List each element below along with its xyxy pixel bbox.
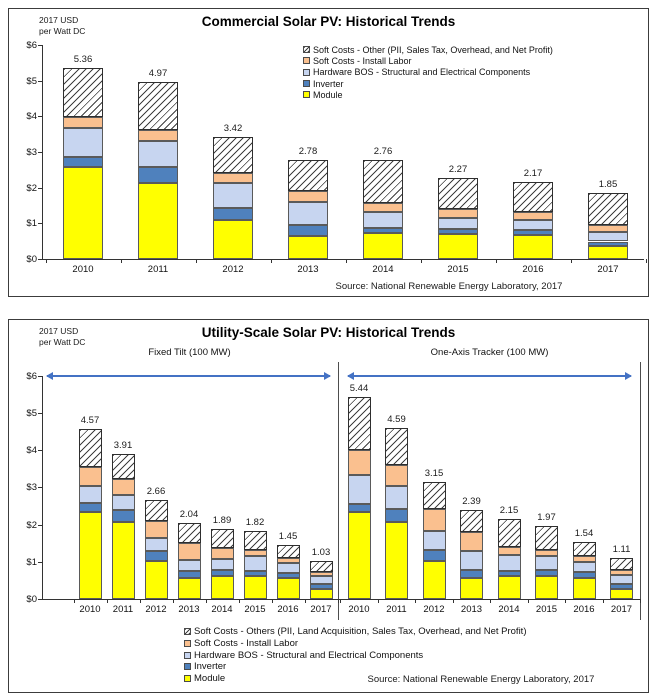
- legend-label: Soft Costs - Other (PII, Sales Tax, Overhead, and Net Profit): [313, 44, 553, 55]
- bar-segment: [363, 233, 403, 259]
- y-axis-line: [42, 45, 43, 259]
- bar-segment: [460, 551, 483, 569]
- x-tick-mark: [415, 599, 416, 603]
- bar-segment: [363, 203, 403, 211]
- legend-label: Module: [313, 89, 343, 100]
- bar-segment: [438, 209, 478, 218]
- bar-segment: [277, 578, 300, 599]
- bar-segment: [145, 561, 168, 599]
- x-tick-mark: [421, 259, 422, 263]
- bar-segment: [438, 229, 478, 234]
- bar-segment: [211, 570, 234, 575]
- x-tick-mark: [565, 599, 566, 603]
- y-tick-mark: [38, 81, 42, 82]
- bar-segment: [63, 157, 103, 168]
- bar-segment: [277, 573, 300, 578]
- legend-label: Soft Costs - Others (PII, Land Acquisition, Sales Tax, Overhead, and Net Profit): [194, 626, 527, 638]
- y-tick-mark: [38, 450, 42, 451]
- x-tick-label: 2017: [597, 264, 619, 275]
- plot-area: [9, 320, 648, 692]
- legend-label: Module: [194, 673, 226, 685]
- x-tick-mark: [272, 599, 273, 603]
- x-tick-label: 2011: [147, 264, 169, 275]
- y-tick-label: $5: [26, 75, 37, 87]
- x-tick-label: 2011: [112, 604, 134, 615]
- x-tick-mark: [378, 599, 379, 603]
- x-tick-mark: [107, 599, 108, 603]
- bar-segment: [363, 228, 403, 233]
- bar-segment: [423, 550, 446, 560]
- bar-segment: [513, 212, 553, 220]
- y-tick-label: $2: [26, 519, 37, 531]
- bar-total-label: 5.44: [349, 382, 369, 394]
- chart-title: Commercial Solar PV: Historical Trends: [201, 14, 456, 29]
- y-tick-mark: [38, 223, 42, 224]
- x-tick-label: 2014: [211, 604, 233, 615]
- bar-total-label: 1.85: [598, 178, 618, 190]
- bar-segment: [535, 556, 558, 570]
- bar-segment: [145, 538, 168, 551]
- bar-segment: [460, 578, 483, 599]
- bar-segment: [178, 578, 201, 599]
- y-tick-mark: [38, 116, 42, 117]
- bar-segment: [310, 576, 333, 584]
- y-tick-mark: [38, 562, 42, 563]
- bar-segment: [288, 160, 328, 191]
- bar-segment: [63, 68, 103, 118]
- bar-segment: [438, 234, 478, 259]
- bar-segment: [213, 183, 253, 208]
- bar-segment: [348, 397, 371, 451]
- x-tick-label: 2015: [535, 604, 558, 615]
- unit-label-line1: 2017 USD: [39, 15, 79, 25]
- unit-label-line2: per Watt DC: [39, 25, 86, 36]
- bar-segment: [610, 570, 633, 575]
- bar-segment: [363, 160, 403, 203]
- bar-segment: [112, 510, 135, 523]
- bar-segment: [588, 193, 628, 225]
- bar-segment: [610, 584, 633, 589]
- bar-segment: [112, 522, 135, 599]
- x-tick-mark: [528, 599, 529, 603]
- x-tick-mark: [340, 599, 341, 603]
- legend-label: Soft Costs - Install Labor: [194, 638, 299, 650]
- bar-segment: [145, 551, 168, 561]
- x-tick-label: 2014: [372, 264, 394, 275]
- bar-total-label: 2.17: [523, 167, 543, 179]
- bar-segment: [211, 576, 234, 599]
- unit-label-line2: per Watt DC: [39, 336, 86, 347]
- y-tick-mark: [38, 599, 42, 600]
- y-tick-label: $4: [26, 111, 37, 123]
- y-tick-mark: [38, 376, 42, 377]
- y-tick-label: $4: [26, 445, 37, 457]
- x-tick-label: 2013: [460, 604, 483, 615]
- x-tick-label: 2010: [348, 604, 370, 615]
- bar-segment: [79, 467, 102, 485]
- bar-segment: [385, 522, 408, 599]
- bar-total-label: 2.04: [179, 509, 199, 521]
- bar-segment: [244, 550, 267, 556]
- y-tick-mark: [38, 259, 42, 260]
- bar-segment: [79, 486, 102, 503]
- y-tick-label: $2: [26, 182, 37, 194]
- bar-segment: [535, 550, 558, 556]
- bar-total-label: 4.57: [80, 414, 100, 426]
- x-tick-label: 2015: [447, 264, 469, 275]
- bar-segment: [213, 137, 253, 173]
- bar-total-label: 3.91: [113, 439, 133, 451]
- bar-segment: [573, 542, 596, 557]
- x-tick-label: 2010: [72, 264, 94, 275]
- bar-segment: [535, 570, 558, 575]
- bar-total-label: 3.15: [424, 467, 444, 479]
- bar-segment: [138, 130, 178, 141]
- bar-segment: [498, 519, 521, 547]
- bar-total-label: 4.97: [148, 67, 168, 79]
- bar-segment: [438, 178, 478, 209]
- bar-total-label: 3.42: [223, 122, 243, 134]
- bar-segment: [244, 556, 267, 571]
- bar-total-label: 4.59: [387, 414, 406, 426]
- legend-label: Inverter: [313, 78, 344, 89]
- bar-segment: [348, 504, 371, 513]
- bar-segment: [513, 182, 553, 213]
- bar-segment: [535, 526, 558, 551]
- bar-segment: [513, 220, 553, 230]
- bar-segment: [573, 556, 596, 562]
- legend-label: Hardware BOS - Structural and Electrical Components: [313, 67, 531, 78]
- bar-segment: [244, 576, 267, 599]
- bar-total-label: 1.97: [537, 511, 556, 523]
- bar-segment: [211, 548, 234, 559]
- bar-segment: [423, 561, 446, 599]
- bar-segment: [63, 128, 103, 156]
- source-note: Source: National Renewable Energy Laboratory, 2017: [367, 674, 595, 685]
- bar-segment: [178, 523, 201, 543]
- x-tick-label: 2012: [423, 604, 445, 615]
- bar-segment: [423, 482, 446, 509]
- bar-segment: [63, 167, 103, 259]
- x-tick-label: 2010: [79, 604, 101, 615]
- legend-label: Soft Costs - Install Labor: [313, 55, 412, 66]
- x-tick-label: 2017: [610, 604, 633, 615]
- bar-segment: [588, 232, 628, 242]
- bar-segment: [178, 571, 201, 578]
- x-tick-label: 2016: [573, 604, 595, 615]
- x-tick-mark: [271, 259, 272, 263]
- bar-segment: [498, 555, 521, 571]
- x-tick-mark: [74, 599, 75, 603]
- bar-total-label: 2.27: [448, 163, 468, 175]
- x-tick-mark: [140, 599, 141, 603]
- bar-segment: [498, 571, 521, 576]
- bar-segment: [498, 576, 521, 599]
- x-tick-mark: [196, 259, 197, 263]
- x-tick-label: 2013: [297, 264, 319, 275]
- bar-segment: [112, 495, 135, 510]
- y-tick-label: $6: [26, 39, 37, 51]
- bar-segment: [588, 242, 628, 246]
- bar-segment: [535, 576, 558, 599]
- bar-segment: [138, 82, 178, 131]
- bar-segment: [288, 202, 328, 225]
- bar-segment: [211, 559, 234, 571]
- bar-segment: [277, 558, 300, 563]
- y-tick-label: $5: [26, 408, 37, 419]
- bar-total-label: 2.15: [499, 505, 519, 517]
- bar-segment: [588, 225, 628, 231]
- bar-segment: [310, 572, 333, 576]
- x-tick-mark: [646, 259, 647, 263]
- bar-segment: [385, 486, 408, 509]
- bar-segment: [348, 475, 371, 504]
- bar-segment: [610, 558, 633, 570]
- x-tick-mark: [206, 599, 207, 603]
- bar-total-label: 1.45: [278, 531, 298, 543]
- y-tick-mark: [38, 152, 42, 153]
- y-tick-mark: [38, 188, 42, 189]
- bar-segment: [513, 230, 553, 235]
- bar-segment: [138, 141, 178, 167]
- y-tick-label: $3: [26, 482, 37, 494]
- x-tick-mark: [121, 259, 122, 263]
- y-tick-label: $3: [26, 146, 37, 158]
- x-tick-label: 2017: [310, 604, 332, 615]
- bar-segment: [211, 529, 234, 548]
- bar-segment: [288, 225, 328, 236]
- bar-total-label: 1.82: [245, 517, 265, 529]
- y-tick-mark: [38, 45, 42, 46]
- bar-segment: [573, 572, 596, 578]
- bar-segment: [79, 503, 102, 512]
- bar-segment: [610, 575, 633, 584]
- bar-segment: [438, 218, 478, 229]
- bar-segment: [460, 570, 483, 579]
- bar-segment: [385, 428, 408, 464]
- bar-segment: [310, 561, 333, 573]
- bar-segment: [573, 578, 596, 599]
- bar-segment: [213, 220, 253, 259]
- bar-total-label: 2.76: [373, 146, 393, 158]
- bar-segment: [423, 531, 446, 550]
- unit-label-line1: 2017 USD: [39, 326, 79, 336]
- bar-segment: [145, 521, 168, 538]
- bar-segment: [348, 450, 371, 475]
- commercial-chart-panel: [8, 8, 649, 297]
- x-tick-mark: [173, 599, 174, 603]
- bar-segment: [348, 512, 371, 599]
- bar-segment: [277, 563, 300, 573]
- x-tick-mark: [571, 259, 572, 263]
- bar-segment: [460, 532, 483, 551]
- x-tick-mark: [640, 599, 641, 603]
- x-tick-mark: [496, 259, 497, 263]
- x-tick-mark: [46, 259, 47, 263]
- bar-segment: [310, 584, 333, 588]
- chart-title: Utility-Scale Solar PV: Historical Trends: [201, 325, 456, 340]
- y-tick-label: $0: [26, 594, 37, 605]
- x-tick-label: 2013: [178, 604, 200, 615]
- bar-segment: [244, 571, 267, 576]
- bar-segment: [213, 208, 253, 220]
- bar-segment: [573, 562, 596, 572]
- bar-segment: [513, 235, 553, 259]
- legend-label: Hardware BOS - Structural and Electrical Components: [194, 649, 424, 661]
- bar-segment: [63, 117, 103, 128]
- x-tick-label: 2012: [222, 264, 244, 275]
- bar-total-label: 2.39: [462, 496, 481, 508]
- bar-segment: [498, 547, 521, 555]
- y-tick-mark: [38, 525, 42, 526]
- bar-total-label: 1.89: [212, 514, 232, 526]
- bar-segment: [610, 589, 633, 599]
- bar-total-label: 1.54: [574, 527, 594, 539]
- plot-area: [9, 9, 648, 296]
- x-tick-mark: [346, 259, 347, 263]
- bar-segment: [138, 167, 178, 182]
- source-note: Source: National Renewable Energy Laboratory, 2017: [335, 281, 563, 292]
- x-tick-mark: [338, 599, 339, 603]
- y-tick-mark: [38, 487, 42, 488]
- x-tick-mark: [239, 599, 240, 603]
- x-tick-label: 2014: [498, 604, 520, 615]
- group-label-fixed-tilt: Fixed Tilt (100 MW): [148, 347, 231, 358]
- y-axis-line: [42, 376, 43, 599]
- x-tick-label: 2016: [277, 604, 299, 615]
- y-tick-label: $6: [26, 370, 37, 382]
- y-tick-label: $0: [26, 254, 37, 265]
- bar-segment: [363, 212, 403, 228]
- bar-segment: [178, 543, 201, 560]
- bar-total-label: 2.66: [146, 486, 166, 498]
- bar-segment: [385, 465, 408, 486]
- y-tick-label: $1: [26, 218, 37, 230]
- y-tick-mark: [38, 413, 42, 414]
- legend-label: Inverter: [194, 661, 227, 673]
- bar-segment: [178, 560, 201, 571]
- bar-total-label: 2.78: [298, 145, 318, 157]
- bar-segment: [385, 509, 408, 522]
- bar-segment: [310, 589, 333, 599]
- bar-segment: [138, 183, 178, 259]
- x-tick-label: 2015: [244, 604, 266, 615]
- utility-chart-panel: [8, 319, 649, 693]
- bar-total-label: 1.03: [311, 546, 331, 558]
- bar-segment: [112, 454, 135, 479]
- x-tick-mark: [453, 599, 454, 603]
- x-tick-label: 2012: [145, 604, 167, 615]
- x-tick-mark: [603, 599, 604, 603]
- x-tick-mark: [490, 599, 491, 603]
- y-tick-label: $1: [26, 556, 37, 568]
- x-axis-line: [42, 259, 644, 260]
- x-tick-label: 2011: [386, 604, 407, 615]
- bar-segment: [588, 246, 628, 259]
- bar-segment: [288, 236, 328, 259]
- x-tick-mark: [305, 599, 306, 603]
- x-tick-label: 2016: [522, 264, 544, 275]
- bar-segment: [460, 510, 483, 532]
- bar-total-label: 1.11: [612, 543, 631, 555]
- bar-segment: [213, 173, 253, 183]
- bar-total-label: 5.36: [73, 53, 93, 65]
- bar-segment: [288, 191, 328, 202]
- bar-segment: [79, 512, 102, 599]
- bar-segment: [423, 509, 446, 532]
- group-label-one-axis-tracker: One-Axis Tracker (100 MW): [430, 347, 549, 358]
